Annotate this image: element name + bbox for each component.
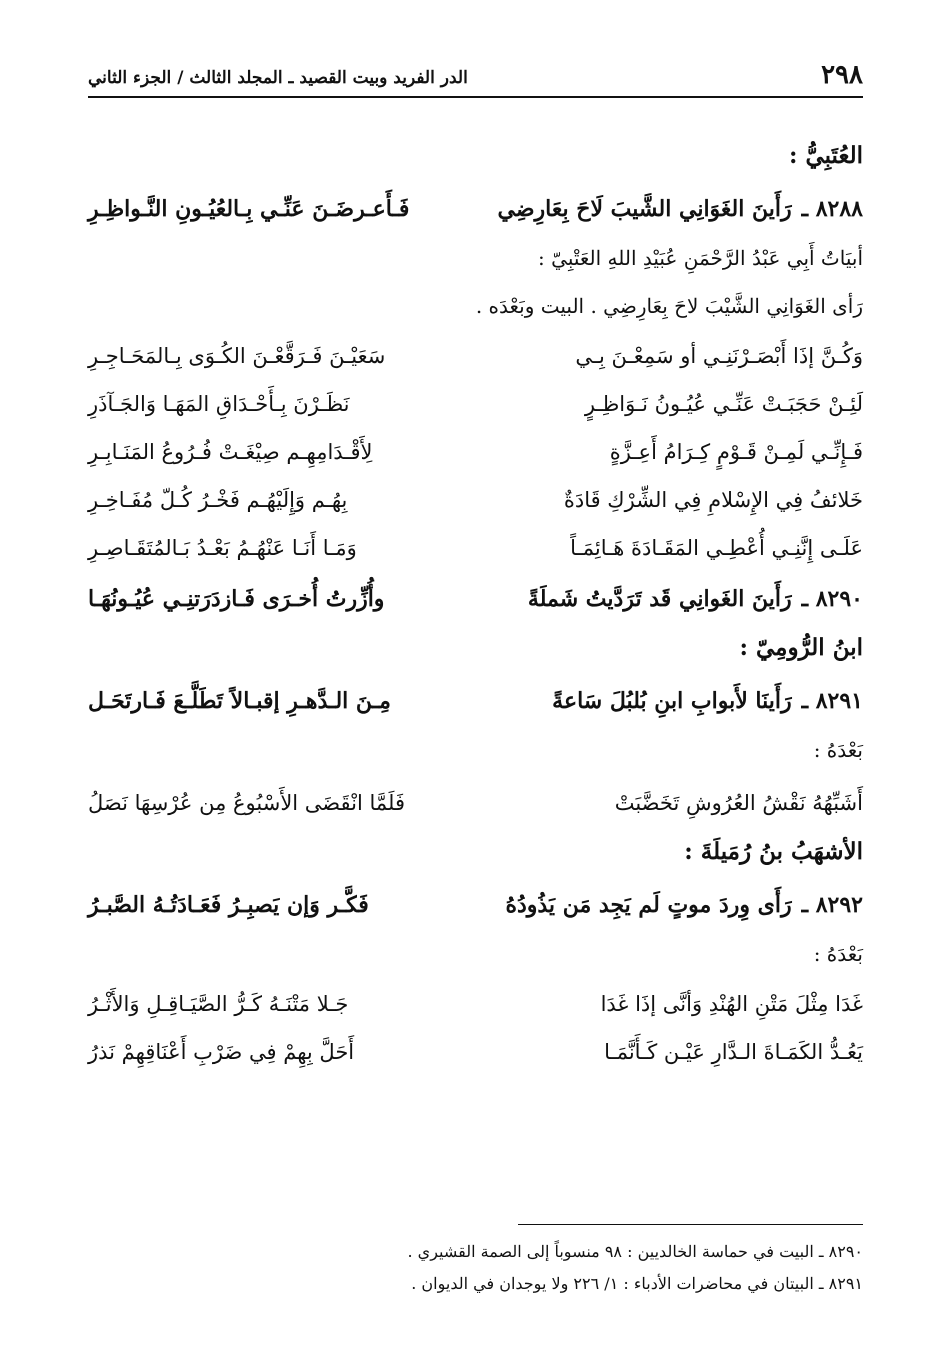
second-hemistich: جَـلا مَتْنَـهُ كَـرُّ الصَّيَـاقِـلِ وَالأَثْـرُ <box>88 992 349 1016</box>
after-label: بَعْدَهُ : <box>813 942 863 966</box>
first-hemistich: عَلَـى إِنَّنِـي أُعْطِـي المَقَـادَةَ هَـائِمَـاً <box>570 536 863 560</box>
page-body <box>88 134 863 1076</box>
verse-row <box>88 1028 863 1076</box>
verse-row <box>88 524 863 572</box>
verse-number: ٨٢٨٨ ـ <box>801 196 863 222</box>
sub-verse <box>88 776 863 830</box>
poet-line <box>88 134 863 182</box>
first-hemistich: يَعُـدُّ الكَمَـاةَ الـدَّارِ عَيْـن كَـأَنَّمَـا <box>604 1040 863 1064</box>
page-number: ٢٩٨ <box>821 60 863 90</box>
hemistich-text: رَأَينَ الغَوانِي قَد تَرَدَّيتُ شَملَةً <box>527 586 792 612</box>
hemistich-text: رَأَينَا لأَبوابِ ابنِ بُلبُلَ سَاعةً <box>552 688 792 714</box>
first-hemistich <box>528 586 863 612</box>
verse-number: ٨٢٩٢ ـ <box>801 892 863 918</box>
second-hemistich: لِأَقْـدَامِهِـم صِيْغَـتْ فُـرُوعُ المَنَـابِـرِ <box>88 440 373 464</box>
first-hemistich: غَدَا مِثْلَ مَتْنِ الهُنْدِ وَأنَّى إذَا غَدَا <box>600 992 863 1016</box>
prose-line <box>88 284 863 332</box>
poet-name: الأشهَبُ بنُ رُمَيلَةَ : <box>684 838 863 865</box>
verse-8291 <box>88 674 863 728</box>
sub-verse <box>88 380 863 428</box>
footnote-divider <box>518 1224 863 1225</box>
verse-number: ٨٢٩١ ـ <box>801 688 863 714</box>
hemistich-text: رَأَينَ الغَوَانِي الشَّيبَ لَاحَ بِعَارِضِي <box>497 196 792 222</box>
sub-verse <box>88 980 863 1028</box>
poet-name: العُتَبِيُّ : <box>788 142 863 169</box>
footnotes <box>88 1236 863 1300</box>
after-label-line <box>88 932 863 980</box>
verse-row <box>88 332 863 380</box>
sub-verse <box>88 332 863 380</box>
sub-verse <box>88 428 863 476</box>
first-hemistich: وَكُـنَّ إذَا أَبْصَـرْنَنِـي أو سَمِعْـنَ بِـي <box>575 344 863 368</box>
verse-8290 <box>88 572 863 626</box>
verse-row <box>88 980 863 1028</box>
second-hemistich: سَعَيْـنَ فَـرَقَّعْـنَ الكُـوَى بِـالمَحَـاجِـرِ <box>88 344 386 368</box>
verse-8292 <box>88 878 863 932</box>
first-hemistich: لَئِـنْ حَجَبَـتْ عَنِّـي عُيُـونُ نَـوَاظِـرٍ <box>584 392 863 416</box>
footnote: ٨٢٩٠ ـ البيت في حماسة الخالديين : ٩٨ منسوباً إلى الصمة القشيري . <box>407 1242 863 1261</box>
running-title: الدر الفريد وبيت القصيد ـ المجلد الثالث / الجزء الثاني <box>88 68 468 88</box>
first-hemistich: فَـإِنِّـي لَمِـنْ قَـوْمٍ كِـرَامُ أَعِـزَّةٍ <box>609 440 863 464</box>
after-label-line <box>88 728 863 776</box>
second-hemistich: فَكَّـر وَإن يَصبِـرُ فَعَـادَتُـهُ الصَّبـرُ <box>88 892 369 918</box>
page-header <box>88 56 863 98</box>
verse-row <box>88 182 863 236</box>
sub-verse <box>88 476 863 524</box>
verse-number: ٨٢٩٠ ـ <box>801 586 863 612</box>
second-hemistich: فَـأَعـرضَـنَ عَنِّـي بِـالعُيُـونِ النَّـواظِـرِ <box>88 196 410 222</box>
first-hemistich: أَشَبِّهُهُ نَقْشُ العُرُوشِ تَخَضَّبَتْ <box>614 791 863 815</box>
prose-text: أبيَاتُ أَبِي عَبْدُ الرَّحْمَنِ عُبَيْدِ اللهِ العَتْبِيّ : <box>538 246 863 270</box>
after-label: بَعْدَهُ : <box>813 738 863 762</box>
verse-row <box>88 776 863 830</box>
verse-8288 <box>88 182 863 236</box>
second-hemistich: نَظَـرْنَ بِـأَحْـدَاقِ المَهَـا وَالجَـآذَرِ <box>88 392 350 416</box>
hemistich-text: رَأَى وِردَ موتٍ لَم يَجِد مَن يَذُودُهُ <box>505 892 792 918</box>
second-hemistich: مِـنَ الـدَّهـرِ إقبـالاً تَطَلَّـعَ فَـارتَحَـل <box>88 688 391 714</box>
verse-row <box>88 476 863 524</box>
footnote: ٨٢٩١ ـ البيتان في محاضرات الأدباء : ١/ ٢٢٦ ولا يوجدان في الديوان . <box>411 1274 863 1293</box>
first-hemistich <box>505 892 863 918</box>
poet-name: ابنُ الرُّومِيّ : <box>739 634 863 661</box>
first-hemistich <box>552 688 863 714</box>
second-hemistich: وأُزِّرتُ أُخـرَى فَـازدَرَتنِـي عُيُـونُهَـا <box>88 586 385 612</box>
poet-line <box>88 626 863 674</box>
first-hemistich <box>498 196 864 222</box>
sub-verse <box>88 524 863 572</box>
prose-line <box>88 236 863 284</box>
prose-text: رَأى الغَوَانِي الشَّيْبَ لاحَ بِعَارِضِي . البيت وبَعْدَه . <box>475 294 863 318</box>
book-page <box>88 56 863 1329</box>
poet-line <box>88 830 863 878</box>
verse-row <box>88 674 863 728</box>
verse-row <box>88 572 863 626</box>
first-hemistich: خَلائفُ فِي الإِسْلامِ فِي الشِّرْكِ قَادَةٌ <box>563 488 863 512</box>
verse-row <box>88 878 863 932</box>
second-hemistich: وَمَـا أَنَـا عَنْهُـمُ بَعْـدُ بَـالمُتَقَـاصِـرِ <box>88 536 357 560</box>
sub-verse <box>88 1028 863 1076</box>
verse-row <box>88 380 863 428</box>
verse-row <box>88 428 863 476</box>
second-hemistich: أَحَلَّ بِهِمْ فِي ضَرْبِ أَعْنَاقِهِمْ نَذرُ <box>88 1040 355 1064</box>
second-hemistich: فَلَمَّا انْقَضَى الأَسْبُوعُ مِن عُرْسِهَا نَصَلُ <box>88 791 406 815</box>
second-hemistich: بِهُـم وَإِلَيْهُـم فَخْـرُ كُـلّ مُفَـاخِـرِ <box>88 488 348 512</box>
